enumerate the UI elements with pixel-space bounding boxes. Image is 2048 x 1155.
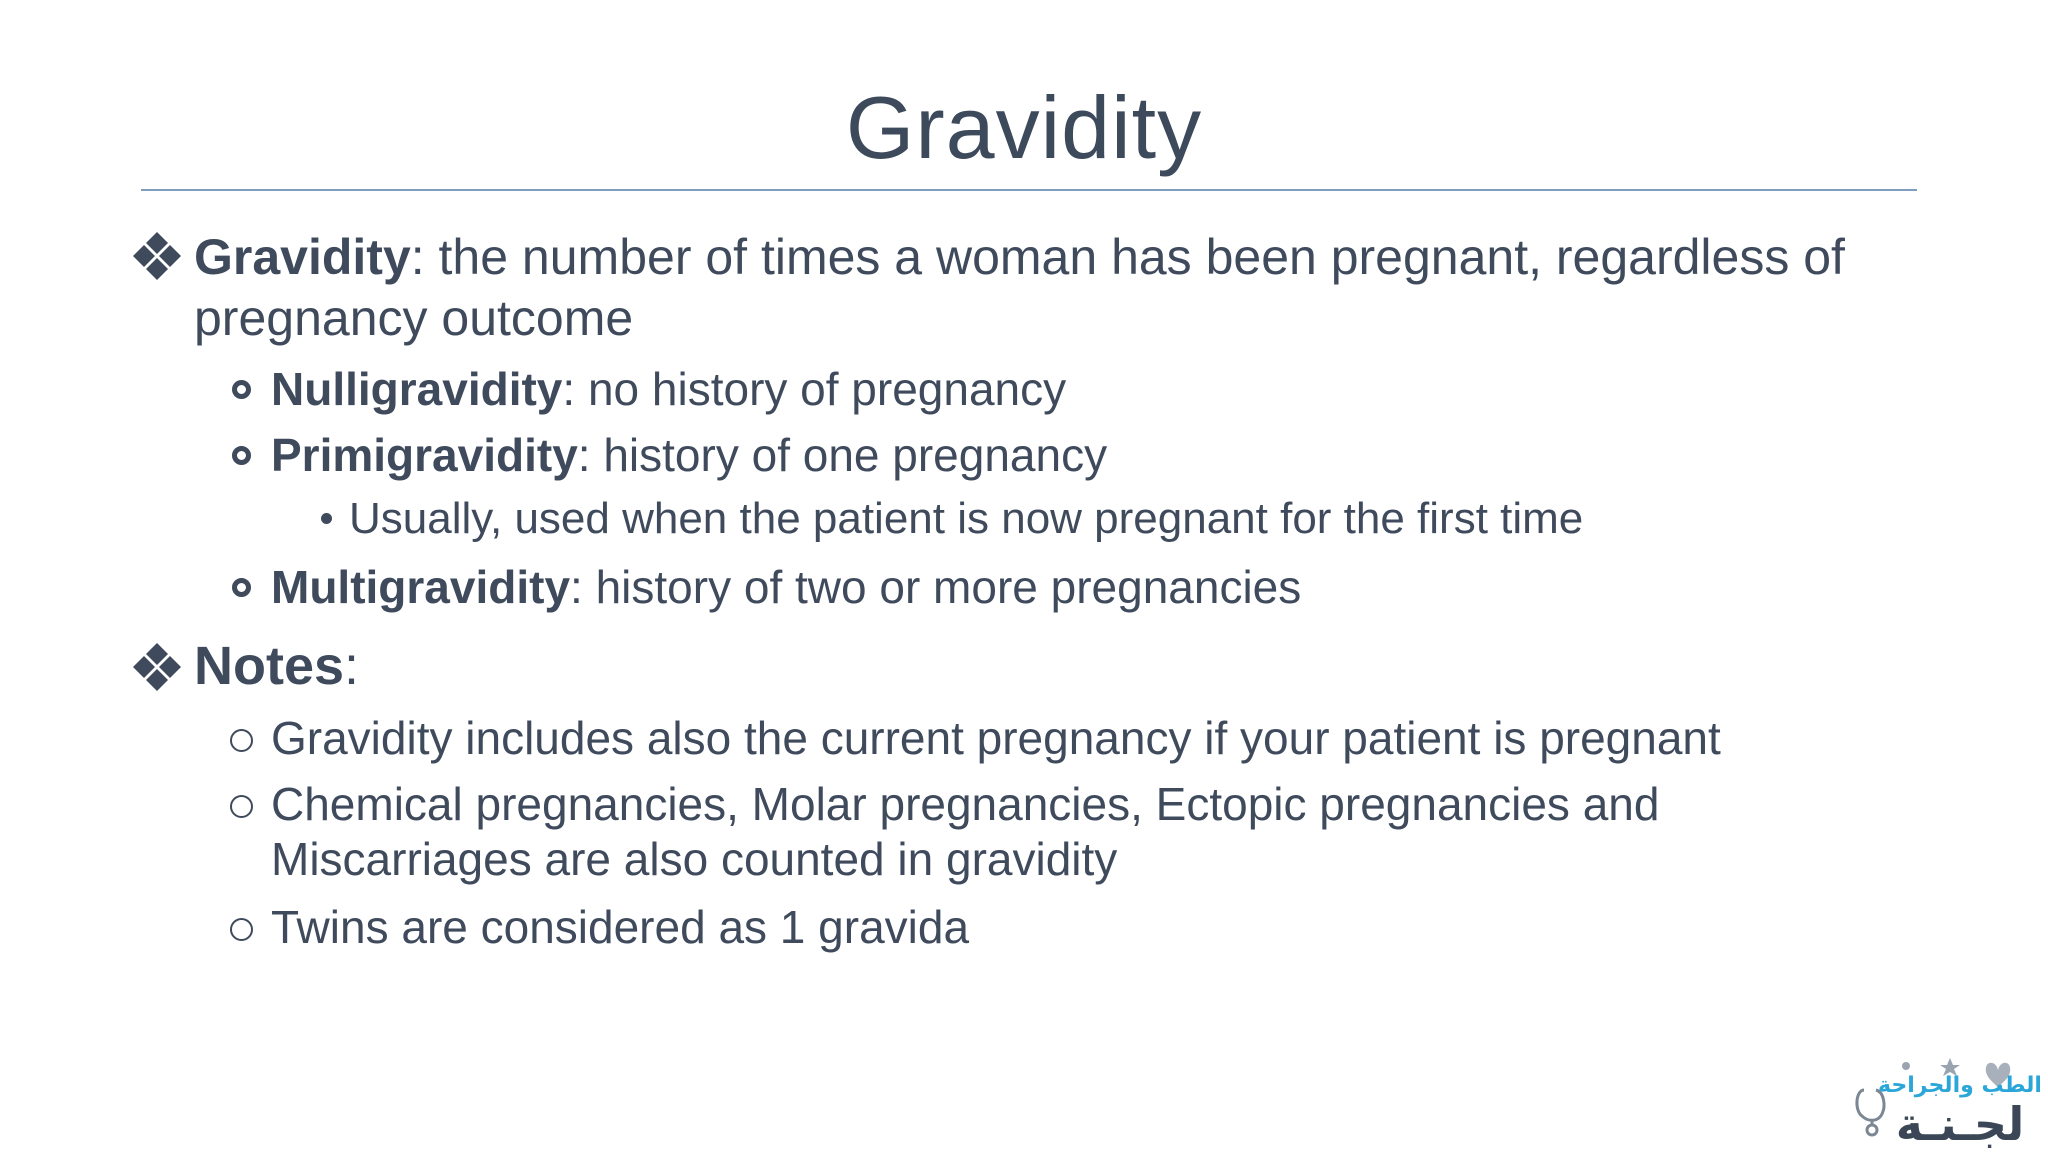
- circle-bullet-icon: [230, 918, 253, 941]
- gravidity-term: Gravidity: [194, 229, 411, 285]
- primigravidity-text: : history of one pregnancy: [577, 429, 1108, 481]
- circle-bullet-icon: [232, 446, 251, 465]
- multigravidity-term: Multigravidity: [271, 561, 571, 613]
- nulligravidity-item: [271, 361, 1066, 417]
- multigravidity-item: [271, 559, 1301, 615]
- primigravidity-note: Usually, used when the patient is now pregnant for the first time: [349, 494, 1584, 543]
- slide-title: Gravidity: [845, 78, 1203, 177]
- circle-bullet-icon: [232, 578, 251, 597]
- primigravidity-item: [271, 427, 1107, 483]
- dot-bullet-icon: [321, 513, 332, 524]
- logo-arabic-bottom: لجـنـة: [1895, 1097, 2025, 1150]
- circle-bullet-icon: [230, 795, 253, 818]
- nulligravidity-text: : no history of pregnancy: [562, 363, 1067, 415]
- circle-bullet-icon: [232, 380, 251, 399]
- committee-logo: [1850, 1050, 2040, 1150]
- multigravidity-text: : history of two or more pregnancies: [570, 561, 1302, 613]
- logo-arabic-top: الطب والجراحة: [1878, 1073, 2040, 1098]
- nulligravidity-term: Nulligravidity: [271, 363, 563, 415]
- gravidity-definition-line1: [194, 227, 1845, 287]
- gravidity-definition-text: : the number of times a woman has been pregnant, regardless of: [410, 229, 1845, 285]
- title-divider: [141, 189, 1917, 191]
- note-item-pregnancy-types-line1: Chemical pregnancies, Molar pregnancies, Ectopic pregnancies and: [271, 778, 1660, 830]
- primigravidity-term: Primigravidity: [271, 429, 578, 481]
- circle-bullet-icon: [230, 729, 253, 752]
- gravidity-definition-line2: pregnancy outcome: [194, 290, 634, 346]
- stethoscope-icon: [1850, 1050, 2040, 1150]
- notes-heading-row: [194, 634, 359, 698]
- note-item-pregnancy-types-line2: Miscarriages are also counted in gravidity: [271, 833, 1118, 885]
- notes-heading: Notes: [194, 636, 345, 696]
- note-item-twins: Twins are considered as 1 gravida: [271, 901, 970, 953]
- diamond-bullet-icon: [131, 230, 183, 282]
- diamond-bullet-icon: [131, 641, 183, 693]
- note-item-current-pregnancy: Gravidity includes also the current pregnancy if your patient is pregnant: [271, 712, 1721, 764]
- notes-colon: :: [344, 636, 360, 696]
